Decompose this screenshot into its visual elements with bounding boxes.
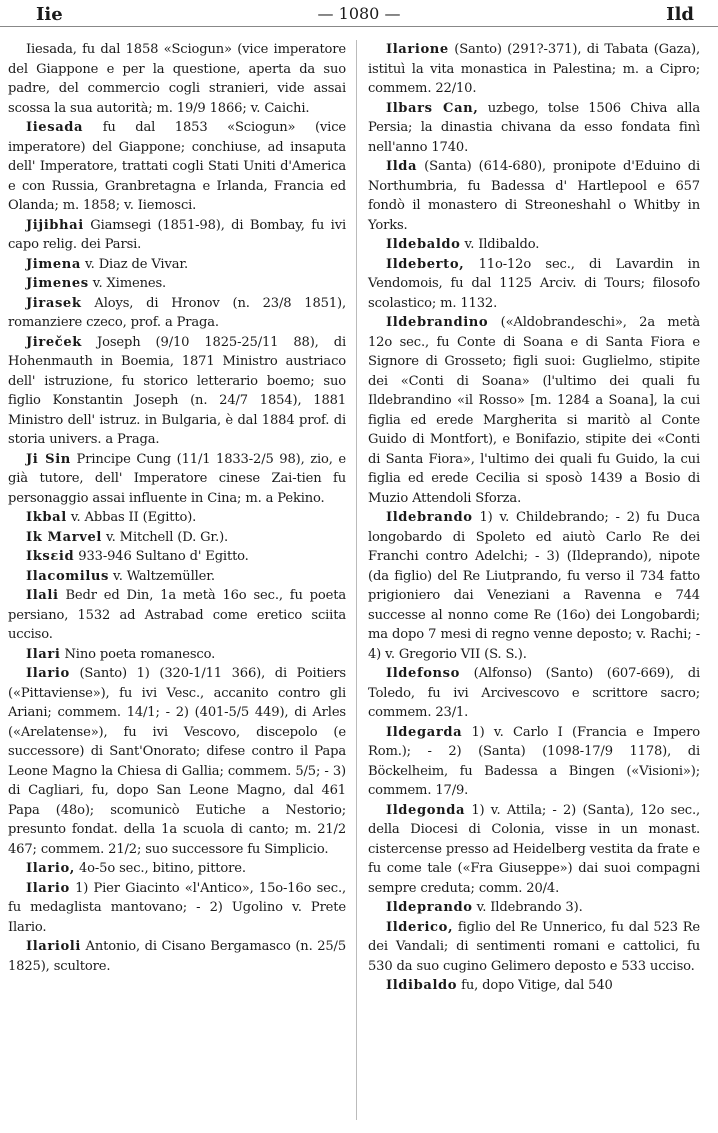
entry-text: Joseph (9/10 1825-25/11 88), di Hohenmauth in Boemia, 1871 Ministro austriaco dell' istruzione, fu storico letterario boemo; suo figlio Konstantin Joseph (n. 24/7 1854), 1881 Ministro dell' istruz. in Bulgaria, è dal 1884 prof. di storia univers. a Praga. [8, 334, 346, 447]
entry-headword: Ildebrando [386, 510, 473, 525]
dictionary-entry [8, 450, 346, 509]
entry-text: 1) v. Attila; - 2) (Santa), 12o sec., della Diocesi di Colonia, visse in un monast. cistercense presso ad Heidelberg vestita da frate e fu come tale («Fra Giuseppe») dai suoi compagni sempre creduta; comm. 20/4. [368, 802, 700, 896]
entry-text: Bedr ed Din, 1a metà 16o sec., fu poeta persiano, 1532 ad Astrabad come eretico sciita ucciso. [8, 588, 346, 642]
entry-text: 1) Pier Giacinto «l'Antico», 15o-16o sec., fu medaglista mantovano; - 2) Ugolino v. Prete Ilario. [8, 880, 346, 935]
entry-headword: Jimenes [26, 276, 89, 291]
dictionary-entry [368, 157, 700, 235]
dictionary-entry [8, 294, 346, 333]
dictionary-entry [8, 586, 346, 645]
dictionary-entry [8, 879, 346, 938]
entry-headword: Ikbal [26, 510, 67, 525]
header-right-guide-word: Ild [666, 4, 694, 25]
dictionary-entry [368, 976, 700, 996]
entry-text: v. Abbas II (Egitto). [70, 510, 197, 525]
dictionary-entry [368, 508, 700, 664]
entry-text: Aloys, di Hronov (n. 23/8 1851), romanziere czeco, prof. a Praga. [8, 295, 346, 330]
left-column [8, 40, 346, 976]
dictionary-entry [8, 937, 346, 976]
entry-text: v. Ximenes. [92, 276, 167, 291]
entry-headword: Ilarioli [26, 939, 81, 954]
entry-headword: Ilacomilus [26, 568, 109, 584]
dictionary-entry [8, 567, 346, 587]
dictionary-entry [8, 274, 346, 294]
entry-headword: Ildeprando [386, 900, 473, 915]
entry-text: 11o-12o sec., di Lavardin in Vendomois, fu dal 1125 Arciv. di Tours; filosofo scolastico; m. 1132. [368, 256, 700, 311]
entry-text: Antonio, di Cisano Bergamasco (n. 25/5 1825), scultore. [8, 939, 347, 974]
dictionary-entry [368, 898, 700, 918]
entry-headword: Iiesada [26, 120, 84, 135]
entry-headword: Ilario, [26, 861, 75, 876]
entry-text: (Alfonso) (Santo) (607-669), di Toledo, fu ivi Arcivescovo e scrittore sacro; commem. 23/1. [368, 666, 701, 720]
entry-headword: Jimena [26, 256, 81, 272]
entry-text: figlio del Re Unnerico, fu dal 523 Re dei Vandali; di sentimenti romani e cattolici, fu 530 da suo cugino Gelimero deposto e 533 ucciso. [368, 919, 701, 974]
entry-text: v. Waltzemüller. [113, 568, 215, 584]
entry-headword: Ildegarda [386, 724, 463, 740]
entry-headword: Ilbars Can, [386, 100, 479, 116]
entry-text: 4o-5o sec., bitino, pittore. [78, 861, 246, 876]
dictionary-entry [8, 255, 346, 275]
dictionary-entry [8, 118, 346, 216]
dictionary-entry [368, 235, 700, 255]
entry-headword: Ilari [26, 646, 61, 662]
entry-text: fu, dopo Vitige, dal 540 [461, 978, 613, 993]
entry-headword: Ilali [26, 588, 59, 603]
dictionary-entry [8, 508, 346, 528]
dictionary-entry [368, 801, 700, 899]
entry-headword: Ildegonda [386, 802, 466, 818]
entry-text: Iiesada, fu dal 1858 «Sciogun» (vice imperatore del Giappone e per la questione, aperta da suo padre, del commercio cogli stranieri, vide assai scossa la sua autorità; m. 19/9 1866; v. Caichi. [8, 42, 346, 116]
entry-text: v. Mitchell (D. Gr.). [105, 529, 229, 545]
entry-headword: Ji Sin [26, 451, 71, 467]
entry-headword: Ilario [26, 666, 70, 681]
entry-headword: Ilarione [386, 42, 449, 57]
page-number: — 1080 — [317, 4, 401, 23]
right-column [368, 40, 700, 996]
entry-headword: Ilderico, [386, 919, 454, 935]
entry-headword: Ilario [26, 880, 70, 896]
entry-headword: Jireček [26, 334, 82, 350]
entry-headword: Iksεid [26, 549, 75, 564]
dictionary-entry [368, 918, 700, 977]
dictionary-entry [368, 313, 700, 508]
entry-headword: Ildefonso [386, 666, 460, 681]
entry-text: Principe Cung (11/1 1833-2/5 98), zio, e già tutore, dell' Imperatore cinese Zai-tien fu personaggio assai influente in Cina; m. a Pekino. [8, 451, 346, 506]
entry-text: v. Ildibaldo. [464, 237, 540, 252]
entry-text: v. Diaz de Vivar. [84, 256, 189, 272]
dictionary-entry [8, 216, 346, 255]
dictionary-entry [368, 664, 700, 723]
entry-headword: Jijibhai [26, 217, 84, 233]
dictionary-entry [8, 859, 346, 879]
dictionary-entry [368, 255, 700, 314]
dictionary-entry [368, 40, 700, 99]
dictionary-entry [8, 528, 346, 548]
entry-headword: Ildeberto, [386, 256, 465, 272]
entry-headword: Ilda [386, 159, 418, 174]
dictionary-entry [8, 547, 346, 567]
dictionary-entry [8, 664, 346, 859]
entry-headword: Ik Marvel [26, 529, 102, 545]
entry-headword: Ildebaldo [386, 237, 461, 252]
dictionary-entry [8, 645, 346, 665]
entry-text: uzbego, tolse 1506 Chiva alla Persia; la dinastia chivana da esso fondata finì nell'anno 1740. [368, 100, 700, 155]
entry-headword: Jirasek [26, 295, 82, 311]
entry-text: v. Ildebrando 3). [476, 900, 583, 915]
entry-text: (Santo) 1) (320-1/11 366), di Poitiers («Pittaviense»), fu ivi Vesc., accanito contro gli Ariani; commem. 14/1; - 2) (401-5/5 449), di Arles («Arelatense»), fu ivi Vescovo, discepolo (e successore) di Sant'Onorato; difese contro il Papa Leone Magno la Chiesa di Gallia; commem. 5/5; - 3) di Cagliari, fu, dopo San Leone Magno, dal 461 Papa (48o); scomunicò Eutiche a Nestorio; presunto fondat. della 1a scuola di canto; m. 21/2 467; commem. 21/2; suo successore fu Simplicio. [8, 666, 346, 857]
entry-text: 933-946 Sultano d' Egitto. [78, 549, 249, 564]
dictionary-entry [8, 333, 346, 450]
header-left-guide-word: Iie [36, 4, 63, 25]
column-divider [356, 40, 357, 1120]
entry-text: 1) v. Childebrando; - 2) fu Duca longobardo di Spoleto ed aiutò Carlo Re dei Franchi contro Adelchi; - 3) (Ildeprando), nipote (da figlio) del Re Liutprando, fu verso il 734 fatto prigioniero dai Veneziani a Ravenna e 744 successe al nonno come Re (16o) dei Longobardi; ma dopo 7 mesi di regno venne deposto; v. Rachi; - 4) v. Gregorio VII (S. S.). [368, 510, 700, 662]
entry-text: (Santo) (291?-371), di Tabata (Gaza), istituì la vita monastica in Palestina; m. a Cipro; commem. 22/10. [368, 42, 700, 96]
dictionary-entry [8, 40, 346, 118]
entry-headword: Ildebrandino [386, 315, 489, 330]
entry-text: («Aldobrandeschi», 2a metà 12o sec., fu Conte di Soana e di Santa Fiora e Signore di Grosseto; figli suoi: Guglielmo, stipite dei «Conti di Soana» (l'ultimo dei quali fu Ildebrandino «il Rosso» [m. 1284 a Soana], la cui figlia ed erede Margherita si maritò al Conte Guido di Montfort), e Bonifazio, stipite dei «Conti di Santa Fiora», l'ultimo dei quali fu Guido, la cui figlia ed erede Cecilia si sposò 1439 a Bosio di Muzio Attendoli Sforza. [368, 315, 700, 506]
dictionary-entry [368, 99, 700, 158]
entry-text: (Santa) (614-680), pronipote d'Eduino di Northumbria, fu Badessa d' Hartlepool e 657 fondò il monastero di Streoneshahl o Whitby in Yorks. [368, 159, 700, 233]
entry-text: Nino poeta romanesco. [64, 646, 216, 662]
page-header [0, 0, 718, 27]
dictionary-entry [368, 723, 700, 801]
entry-text: 1) v. Carlo I (Francia e Impero Rom.); - 2) (Santa) (1098-17/9 1178), di Böckelheim, fu Badessa a Bingen («Visioni»); commem. 17/9. [368, 724, 700, 798]
entry-text: fu dal 1853 «Sciogun» (vice imperatore) del Giappone; conchiuse, ad insaputa dell' Imperatore, trattati cogli Stati Uniti d'America e con Russia, Granbretagna e Irlanda, Francia ed Olanda; m. 1858; v. Iiemosci. [8, 120, 347, 213]
entry-text: Giamsegi (1851-98), di Bombay, fu ivi capo relig. dei Parsi. [8, 217, 346, 252]
entry-headword: Ildibaldo [386, 978, 458, 993]
